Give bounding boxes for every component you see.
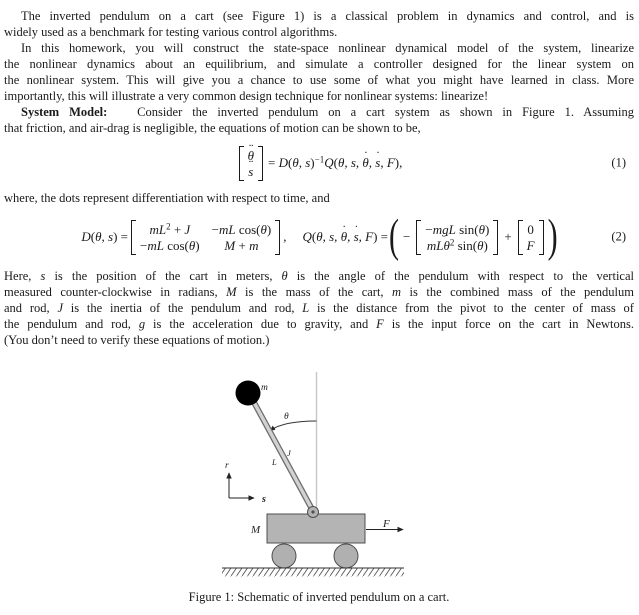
text-line-where: where, the dots represent differentiation with respect to time, and [4, 191, 330, 205]
text-line: and rod, J is the inertia of the pendulum and rod, L is the distance from the pivot to the center of mass of [4, 301, 634, 315]
equation-1 [4, 136, 634, 190]
matrix-right-bracket [493, 220, 498, 255]
figure-caption: Figure 1: Schematic of inverted pendulum on a cart. [188, 590, 450, 604]
paragraph-system-model [4, 104, 634, 136]
wheel-left [272, 544, 296, 568]
figure-1 [0, 348, 639, 580]
text-line: measured counter-clockwise in radians, M is the mass of the cart, m is the combined mass of the pendulum [4, 285, 634, 299]
paragraph-definitions [4, 268, 634, 348]
matrix-cell: F [526, 237, 535, 253]
input-vector-matrix [518, 220, 544, 255]
state-vector-matrix [239, 146, 263, 181]
text-line: (You don’t need to verify these equations of motion.) [4, 333, 270, 347]
q-matrix-lead: Q(θ, s, θ ˙, s ˙, F) = [303, 229, 389, 245]
big-paren-open: ( [389, 210, 400, 262]
matrix-cell: M + m [224, 237, 259, 253]
text-line: widely used as a benchmark for testing various control algorithms. [4, 25, 338, 39]
matrix-cell: 0 [527, 221, 534, 237]
big-paren-close: ) [547, 210, 558, 262]
text-line: the nonlinear dynamics about an equilibrium, and simulate a controller designed for the linear system on [4, 57, 634, 71]
pivot-center [311, 510, 314, 513]
length-label: L [272, 457, 277, 467]
plus-sign: + [504, 229, 512, 244]
theta-arc [270, 421, 317, 431]
matrix-cell: −mL cos(θ) [211, 221, 272, 237]
matrix-cell: mLθ ˙$^2$ sin(θ) [427, 238, 488, 253]
matrix-right-bracket [539, 220, 544, 255]
pendulum-rod-fill [250, 395, 313, 511]
cart-body [267, 514, 365, 543]
wheel-right [334, 544, 358, 568]
matrix-cell: −mgL sin(θ) [425, 221, 490, 237]
minus-sign: − [403, 229, 411, 244]
paragraph-intro [4, 8, 634, 40]
force-label: F [383, 518, 390, 530]
text-line: the pendulum and rod, g is the acceleration due to gravity, and F is the input force on the cart in Newtons. [4, 317, 634, 331]
matrix-cell: s ¨ [248, 164, 253, 179]
equation-1-rhs: = D(θ, s)$^{-1}$Q(θ, s, θ ˙, s ˙, F), [268, 155, 402, 171]
paragraph-homework [4, 40, 634, 104]
inertia-label: J [287, 448, 291, 458]
equation-1-number: (1) [611, 155, 626, 170]
cart-mass-label: M [251, 524, 261, 536]
r-axis-label: r [225, 461, 229, 471]
matrix-cell: −mL cos(θ) [140, 237, 200, 253]
matrix-right-bracket [258, 146, 263, 181]
mass-label: m [261, 383, 268, 393]
text-line: Here, s is the position of the cart in meters, θ is the angle of the pendulum with respect to the vertical [4, 269, 634, 283]
q-matrix [416, 220, 498, 255]
matrix-right-bracket [275, 220, 280, 255]
theta-label: θ [284, 412, 289, 422]
figure-svg [0, 348, 639, 580]
text-line: System Model: Consider the inverted pendulum on a cart system as shown in Figure 1. Assuming [21, 105, 634, 119]
text-line: importantly, this will illustrate a very common design technique for nonlinear systems: linearize! [4, 89, 489, 103]
d-matrix-lead: D(θ, s) = [81, 229, 128, 244]
s-axis-label: s [262, 494, 266, 505]
text-line: The inverted pendulum on a cart (see Figure 1) is a classical problem in dynamics and control, and is [21, 9, 634, 23]
text-line: that friction, and air-drag is negligible, the equations of motion can be shown to be, [4, 121, 421, 135]
ground-hatching [222, 569, 404, 577]
text-line: the nonlinear system. This will give you a chance to use some of what you might have learned in class. More [4, 73, 634, 87]
matrix-cell: θ ¨ [248, 148, 254, 163]
text-line: In this homework, you will construct the state-space nonlinear dynamical model of the system, linearize [21, 41, 634, 55]
matrix-cell: $mL^2 + J$ [149, 221, 191, 237]
equation-2 [4, 206, 634, 268]
d-matrix [131, 220, 280, 255]
pendulum-ball [236, 381, 261, 406]
comma: , [283, 229, 287, 244]
equation-2-number: (2) [611, 229, 626, 244]
